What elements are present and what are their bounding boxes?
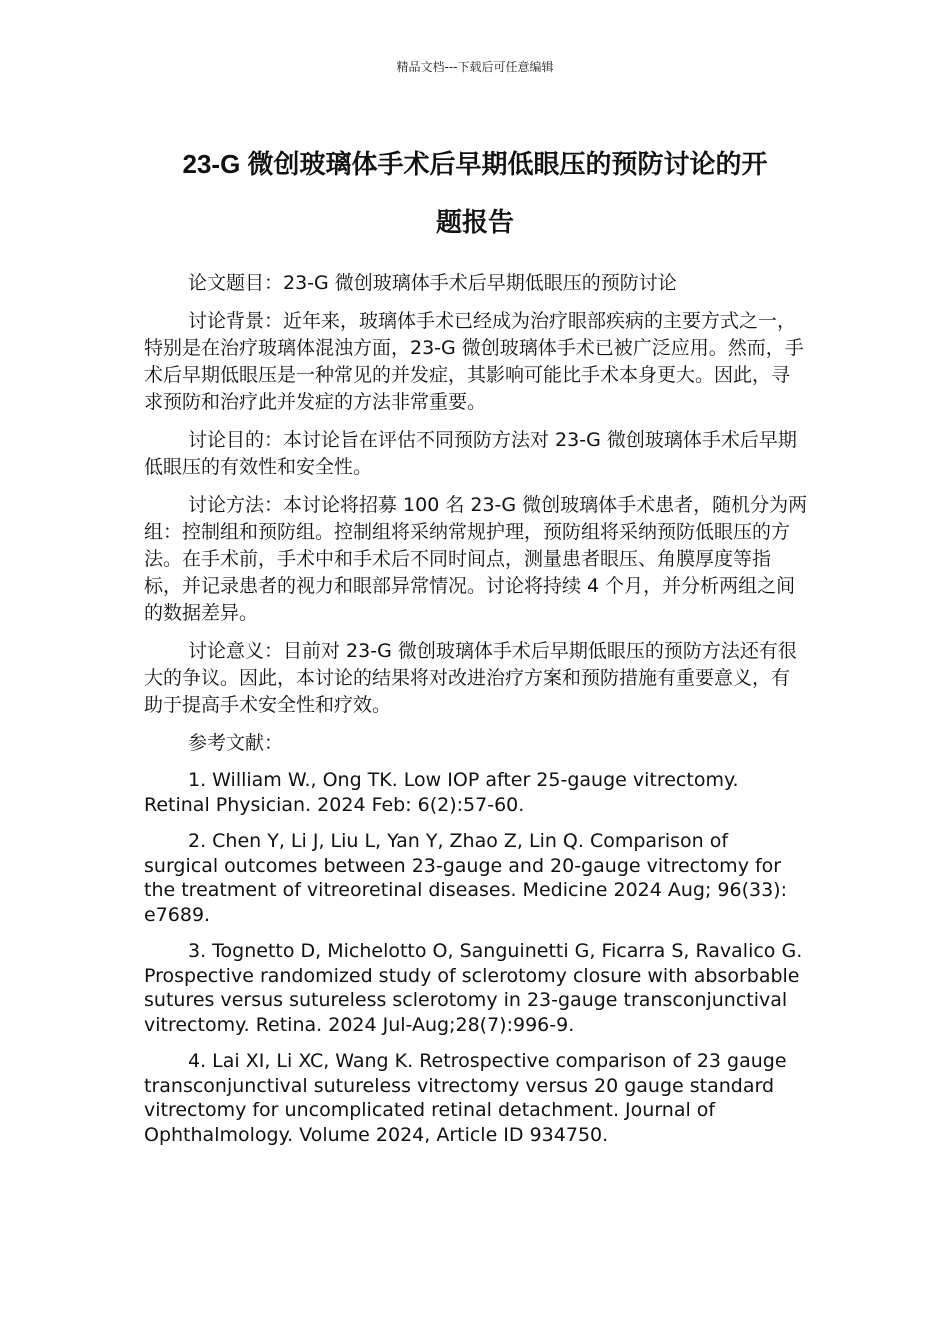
page-header: 精品文档---下载后可任意编辑 (396, 60, 554, 74)
document-body (144, 270, 808, 1159)
document-title (120, 135, 830, 251)
paragraph-topic: 论文题目：23-G 微创玻璃体手术后早期低眼压的预防讨论 (188, 272, 677, 294)
reference-item: 1. William W., Ong TK. Low IOP after 25-gauge vitrectomy. Retinal Physician. 2024 Feb: 6(2):57-60. (144, 769, 739, 816)
reference-item: 3. Tognetto D, Michelotto O, Sanguinetti G, Ficarra S, Ravalico G. Prospective randomized study of sclerotomy closure with absorbable sutures versus sutureless sclerotomy in 23-gauge transconjunctival vitrectomy. Retina. 2024 Jul-Aug;28(7):996-9. (144, 940, 803, 1036)
paragraph-significance: 讨论意义：目前对 23-G 微创玻璃体手术后早期低眼压的预防方法还有很大的争议。因此，本讨论的结果将对改进治疗方案和预防措施有重要意义，有助于提高手术安全性和疗效。 (144, 640, 797, 716)
title-line-1: 23-G 微创玻璃体手术后早期低眼压的预防讨论的开 (182, 149, 768, 179)
reference-item: 2. Chen Y, Li J, Liu L, Yan Y, Zhao Z, Lin Q. Comparison of surgical outcomes between 23-gauge and 20-gauge vitrectomy for the treatment of vitreoretinal diseases. Medicine 2024 Aug; 96(33): e7689. (144, 830, 787, 926)
references-heading: 参考文献： (188, 732, 284, 754)
title-line-2: 题报告 (435, 207, 514, 237)
reference-item: 4. Lai XI, Li XC, Wang K. Retrospective comparison of 23 gauge transconjunctival sutureless vitrectomy versus 20 gauge standard vitrectomy for uncomplicated retinal detachment. Journal of Ophthalmology. Volume 2024, Article ID 934750. (144, 1050, 787, 1146)
paragraph-background: 讨论背景：近年来，玻璃体手术已经成为治疗眼部疾病的主要方式之一，特别是在治疗玻璃体混浊方面，23-G 微创玻璃体手术已被广泛应用。然而，手术后早期低眼压是一种常见的并发症，其影响可能比手术本身更大。因此，寻求预防和治疗此并发症的方法非常重要。 (144, 310, 804, 413)
paragraph-method: 讨论方法：本讨论将招募 100 名 23-G 微创玻璃体手术患者，随机分为两组：控制组和预防组。控制组将采纳常规护理，预防组将采纳预防低眼压的方法。在手术前，手术中和手术后不同时间点，测量患者眼压、角膜厚度等指标，并记录患者的视力和眼部异常情况。讨论将持续 4 个月，并分析两组之间的数据差异。 (144, 494, 808, 624)
paragraph-purpose: 讨论目的：本讨论旨在评估不同预防方法对 23-G 微创玻璃体手术后早期低眼压的有效性和安全性。 (144, 429, 797, 478)
